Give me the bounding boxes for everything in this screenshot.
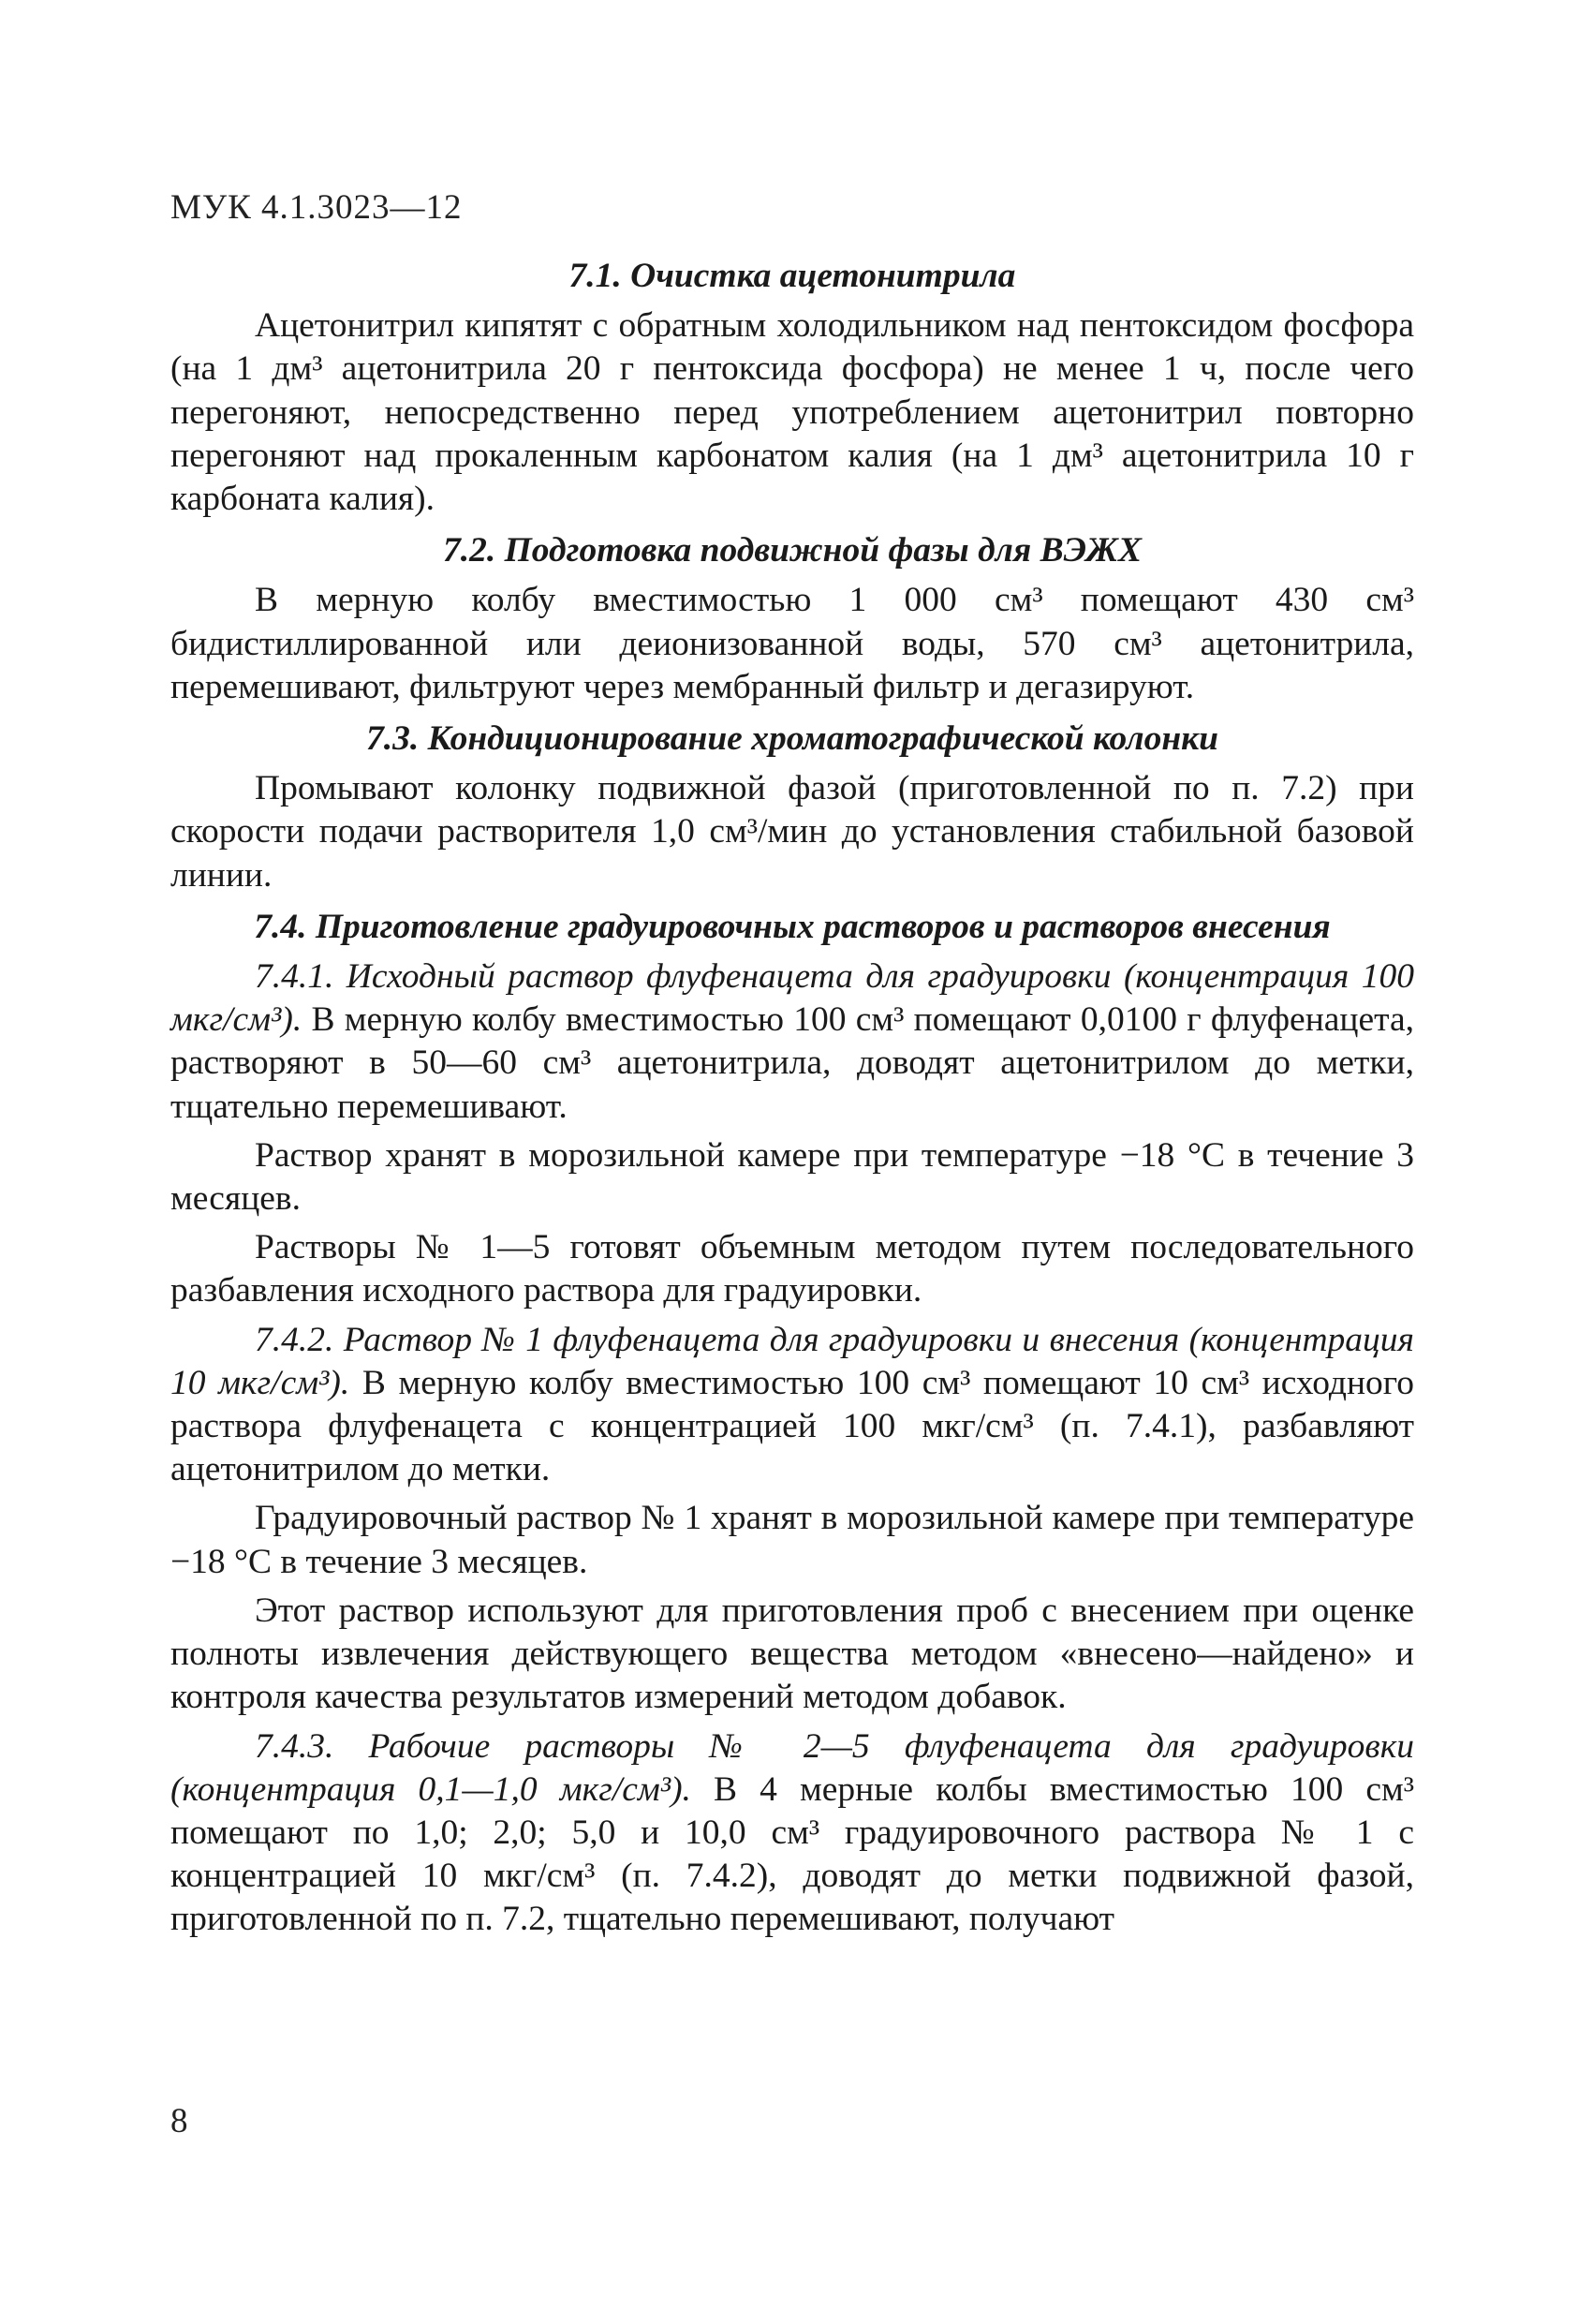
subsection-heading: 7.4.3. Рабочие растворы № 2—5 флуфенацета для градуировки (концентрация 0,1—1,0 мкг/см³). bbox=[170, 1726, 1414, 1809]
paragraph bbox=[170, 1725, 1414, 1942]
paragraph-text: Градуировочный раствор № 1 хранят в морозильной камере при температуре −18 °С в течение 3 месяцев. bbox=[170, 1499, 1414, 1581]
paragraph bbox=[170, 1590, 1414, 1720]
paragraph bbox=[170, 955, 1414, 1129]
paragraph-text: Этот раствор используют для приготовления проб с внесением при оценке полноты извлечения действующего вещества методом «внесено—найдено» и контроля качества результатов измерений методом добавок. bbox=[170, 1591, 1414, 1717]
paragraph bbox=[170, 1226, 1414, 1312]
subsection-heading: 7.4.1. Исходный раствор флуфенацета для градуировки (концентрация 100 мкг/см³). bbox=[170, 957, 1414, 1040]
section-title: 7.4. Приготовление градуировочных растворов и растворов внесения bbox=[254, 907, 1331, 946]
section bbox=[170, 718, 1414, 897]
page-number: 8 bbox=[170, 2102, 188, 2140]
paragraph bbox=[170, 1497, 1414, 1583]
paragraph bbox=[170, 579, 1414, 709]
paragraph-text: В мерную колбу вместимостью 100 см³ помещают 10 см³ исходного раствора флуфенацета с концентрацией 100 мкг/см³ (п. 7.4.1), разбавляют ацетонитрилом до метки. bbox=[170, 1363, 1414, 1489]
paragraph-text: Промывают колонку подвижной фазой (приготовленной по п. 7.2) при скорости подачи растворителя 1,0 см³/мин до установления стабильной базовой линии. bbox=[170, 769, 1414, 895]
section bbox=[170, 255, 1414, 521]
paragraph bbox=[170, 1319, 1414, 1492]
paragraph bbox=[170, 767, 1414, 897]
document-body bbox=[170, 255, 1414, 1950]
paragraph-text: В 4 мерные колбы вместимостью 100 см³ помещают по 1,0; 2,0; 5,0 и 10,0 см³ градуировочного раствора № 1 с концентрацией 10 мкг/см³ (п. 7.4.2), доводят до метки подвижной фазой, приготовленной по п. 7.2, тщательно перемешивают, получают bbox=[170, 1769, 1414, 1939]
subsection-heading: 7.4.2. Раствор № 1 флуфенацета для градуировки и внесения (концентрация 10 мкг/см³). bbox=[170, 1320, 1414, 1402]
paragraph-text: В мерную колбу вместимостью 100 см³ помещают 0,0100 г флуфенацета, растворяют в 50—60 см³ ацетонитрила, доводят ацетонитрилом до метки, тщательно перемешивают. bbox=[170, 1000, 1414, 1126]
paragraph bbox=[170, 304, 1414, 521]
section-title: 7.3. Кондиционирование хроматографической колонки bbox=[365, 719, 1219, 759]
paragraph-text: Растворы № 1—5 готовят объемным методом путем последовательного разбавления исходного раствора для градуировки. bbox=[170, 1228, 1414, 1310]
section bbox=[170, 906, 1414, 1942]
paragraph-text: Раствор хранят в морозильной камере при температуре −18 °С в течение 3 месяцев. bbox=[170, 1135, 1414, 1219]
section-title: 7.1. Очистка ацетонитрила bbox=[568, 257, 1016, 295]
document-header: МУК 4.1.3023—12 bbox=[170, 188, 463, 227]
section bbox=[170, 529, 1414, 709]
paragraph-text: Ацетонитрил кипятят с обратным холодильником над пентоксидом фосфора (на 1 дм³ ацетонитрила 20 г пентоксида фосфора) не менее 1 ч, после чего перегоняют, непосредственно перед употреблением ацетонитрил повторно перегоняют над прокаленным карбонатом калия (на 1 дм³ ацетонитрила 10 г карбоната калия). bbox=[170, 306, 1414, 519]
paragraph-text: В мерную колбу вместимостью 1 000 см³ помещают 430 см³ бидистиллированной или деионизованной воды, 570 см³ ацетонитрила, перемешивают, фильтруют через мембранный фильтр и дегазируют. bbox=[170, 581, 1414, 706]
paragraph bbox=[170, 1134, 1414, 1221]
section-title: 7.2. Подготовка подвижной фазы для ВЭЖХ bbox=[443, 531, 1142, 570]
